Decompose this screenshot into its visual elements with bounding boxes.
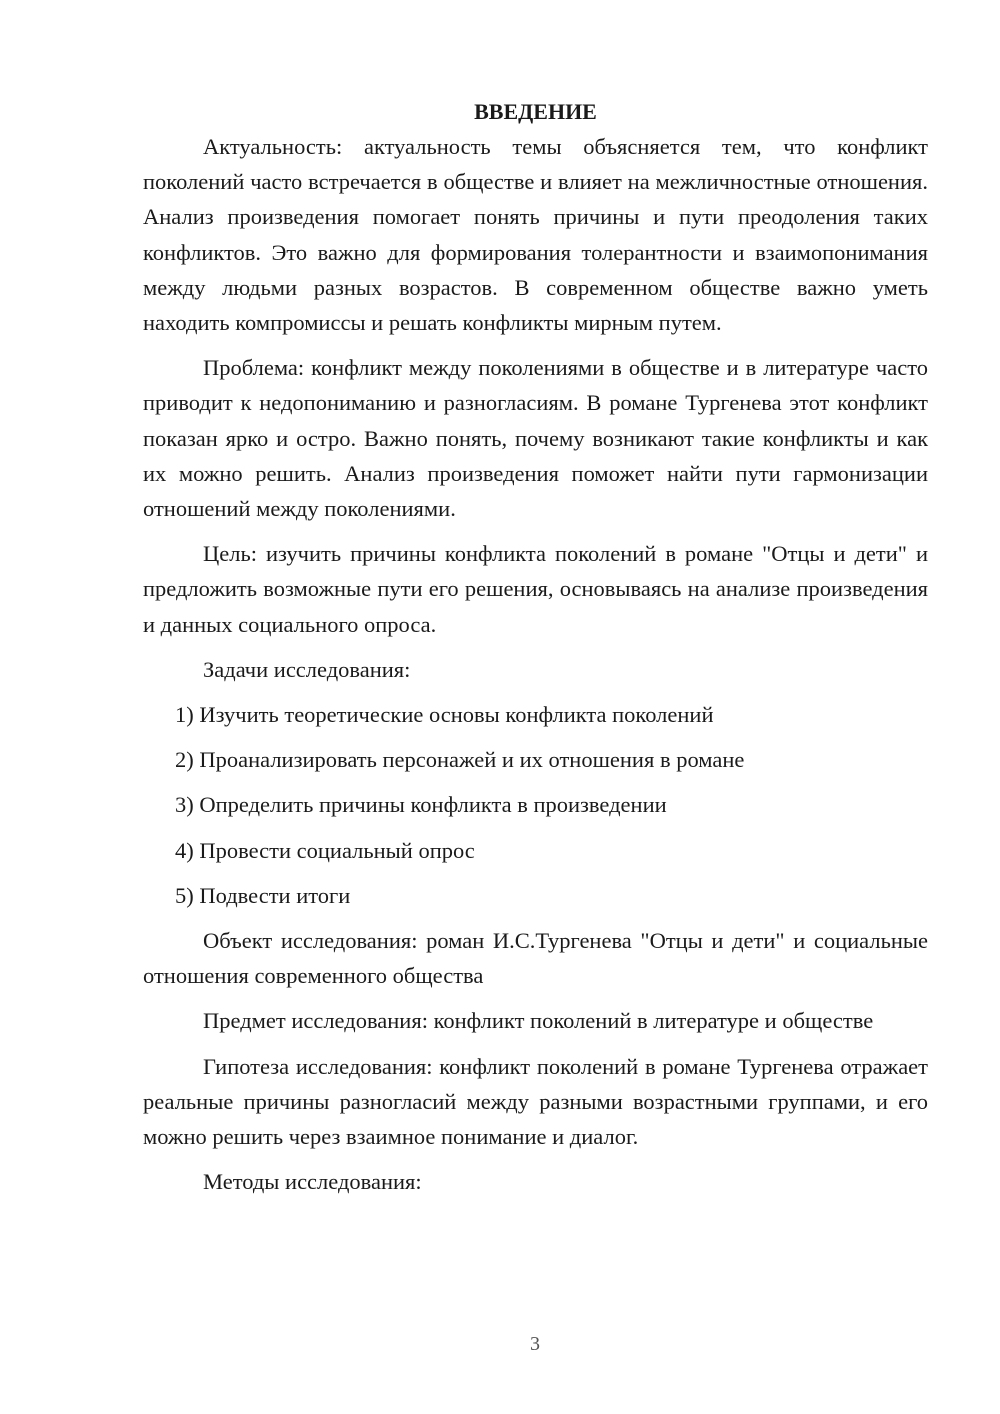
goal-paragraph: Цель: изучить причины конфликта поколений в романе "Отцы и дети" и предложить возможные пути его решения, основываясь на анализе произведения и данных социального опроса. bbox=[143, 541, 928, 637]
tasks-list bbox=[143, 697, 928, 913]
list-item: 4) Провести социальный опрос bbox=[175, 837, 475, 863]
list-item: 2) Проанализировать персонажей и их отношения в романе bbox=[175, 747, 745, 773]
relevance-paragraph: Актуальность: актуальность темы объясняется тем, что конфликт поколений часто встречается в обществе и влияет на межличностные отношения. Анализ произведения помогает понять причины и пути преодоления таких конфликтов. Это важно для формирования толерантности и взаимопонимания между людьми разных возрастов. В современном обществе важно уметь находить компромиссы и решать конфликты мирным путем. bbox=[143, 134, 928, 336]
tasks-heading: Задачи исследования: bbox=[203, 656, 411, 682]
problem-paragraph: Проблема: конфликт между поколениями в обществе и в литературе часто приводит к недопониманию и разногласиям. В романе Тургенева этот конфликт показан ярко и остро. Важно понять, почему возникают такие конфликты и как их можно решить. Анализ произведения поможет найти пути гармонизации отношений между поколениями. bbox=[143, 355, 928, 522]
methods-heading: Методы исследования: bbox=[203, 1169, 422, 1195]
subject-paragraph: Предмет исследования: конфликт поколений в литературе и обществе bbox=[203, 1008, 874, 1034]
page-number: 3 bbox=[530, 1333, 540, 1355]
section-title: ВВЕДЕНИЕ bbox=[474, 99, 597, 124]
document-page bbox=[143, 94, 928, 1209]
list-item: 5) Подвести итоги bbox=[175, 882, 351, 908]
hypothesis-paragraph: Гипотеза исследования: конфликт поколений в романе Тургенева отражает реальные причины разногласий между разными возрастными группами, и его можно решить через взаимное понимание и диалог. bbox=[143, 1053, 928, 1150]
list-item: 3) Определить причины конфликта в произведении bbox=[175, 792, 667, 818]
object-paragraph: Объект исследования: роман И.С.Тургенева "Отцы и дети" и социальные отношения современного общества bbox=[143, 928, 928, 989]
list-item: 1) Изучить теоретические основы конфликта поколений bbox=[175, 702, 714, 728]
